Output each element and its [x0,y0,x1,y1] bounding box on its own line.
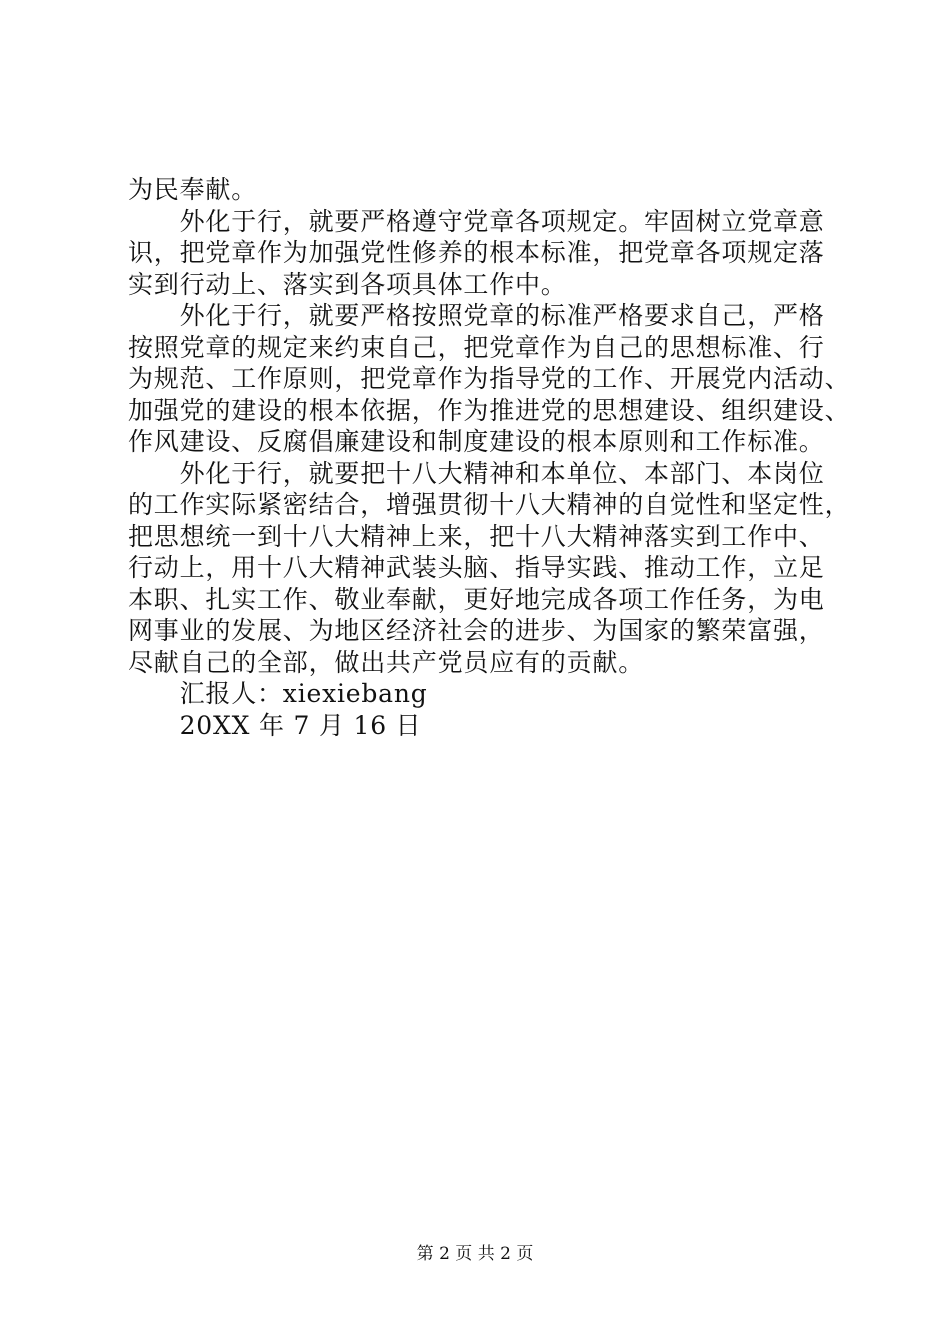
body-line: 外化于行，就要严格按照党章的标准严格要求自己，严格 [128,301,825,330]
body-line: 尽献自己的全部，做出共产党员应有的贡献。 [128,647,645,677]
page-number-label: 第 2 页 共 2 页 [416,1244,534,1264]
document-body [128,174,851,741]
body-line: 识，把党章作为加强党性修养的根本标准，把党章各项规定落 [128,238,825,267]
body-line: 加强党的建设的根本依据，作为推进党的思想建设、组织建设、 [128,395,851,425]
body-line: 把思想统一到十八大精神上来，把十八大精神落实到工作中、 [128,521,825,551]
body-line: 外化于行，就要把十八大精神和本单位、本部门、本岗位 [128,458,825,488]
body-line: 网事业的发展、为地区经济社会的进步、为国家的繁荣富强， [128,616,825,645]
body-line: 实到行动上、落实到各项具体工作中。 [128,269,567,299]
body-line: 为规范、工作原则，把党章作为指导党的工作、开展党内活动、 [128,364,851,393]
body-line: 为民奉献。 [128,175,258,204]
body-line: 本职、扎实工作、敬业奉献，更好地完成各项工作任务，为电 [128,584,825,614]
body-line: 外化于行，就要严格遵守党章各项规定。牢固树立党章意 [128,206,825,236]
page-footer [0,1243,950,1265]
date-line: 20XX 年 7 月 16 日 [128,710,422,740]
body-line: 的工作实际紧密结合，增强贯彻十八大精神的自觉性和坚定性， [128,490,851,519]
body-line: 行动上，用十八大精神武装头脑、指导实践、推动工作，立足 [128,553,825,582]
reporter-line: 汇报人：xiexiebang [128,679,428,708]
body-line: 按照党章的规定来约束自己，把党章作为自己的思想标准、行 [128,332,825,362]
body-line: 作风建设、反腐倡廉建设和制度建设的根本原则和工作标准。 [128,427,825,456]
